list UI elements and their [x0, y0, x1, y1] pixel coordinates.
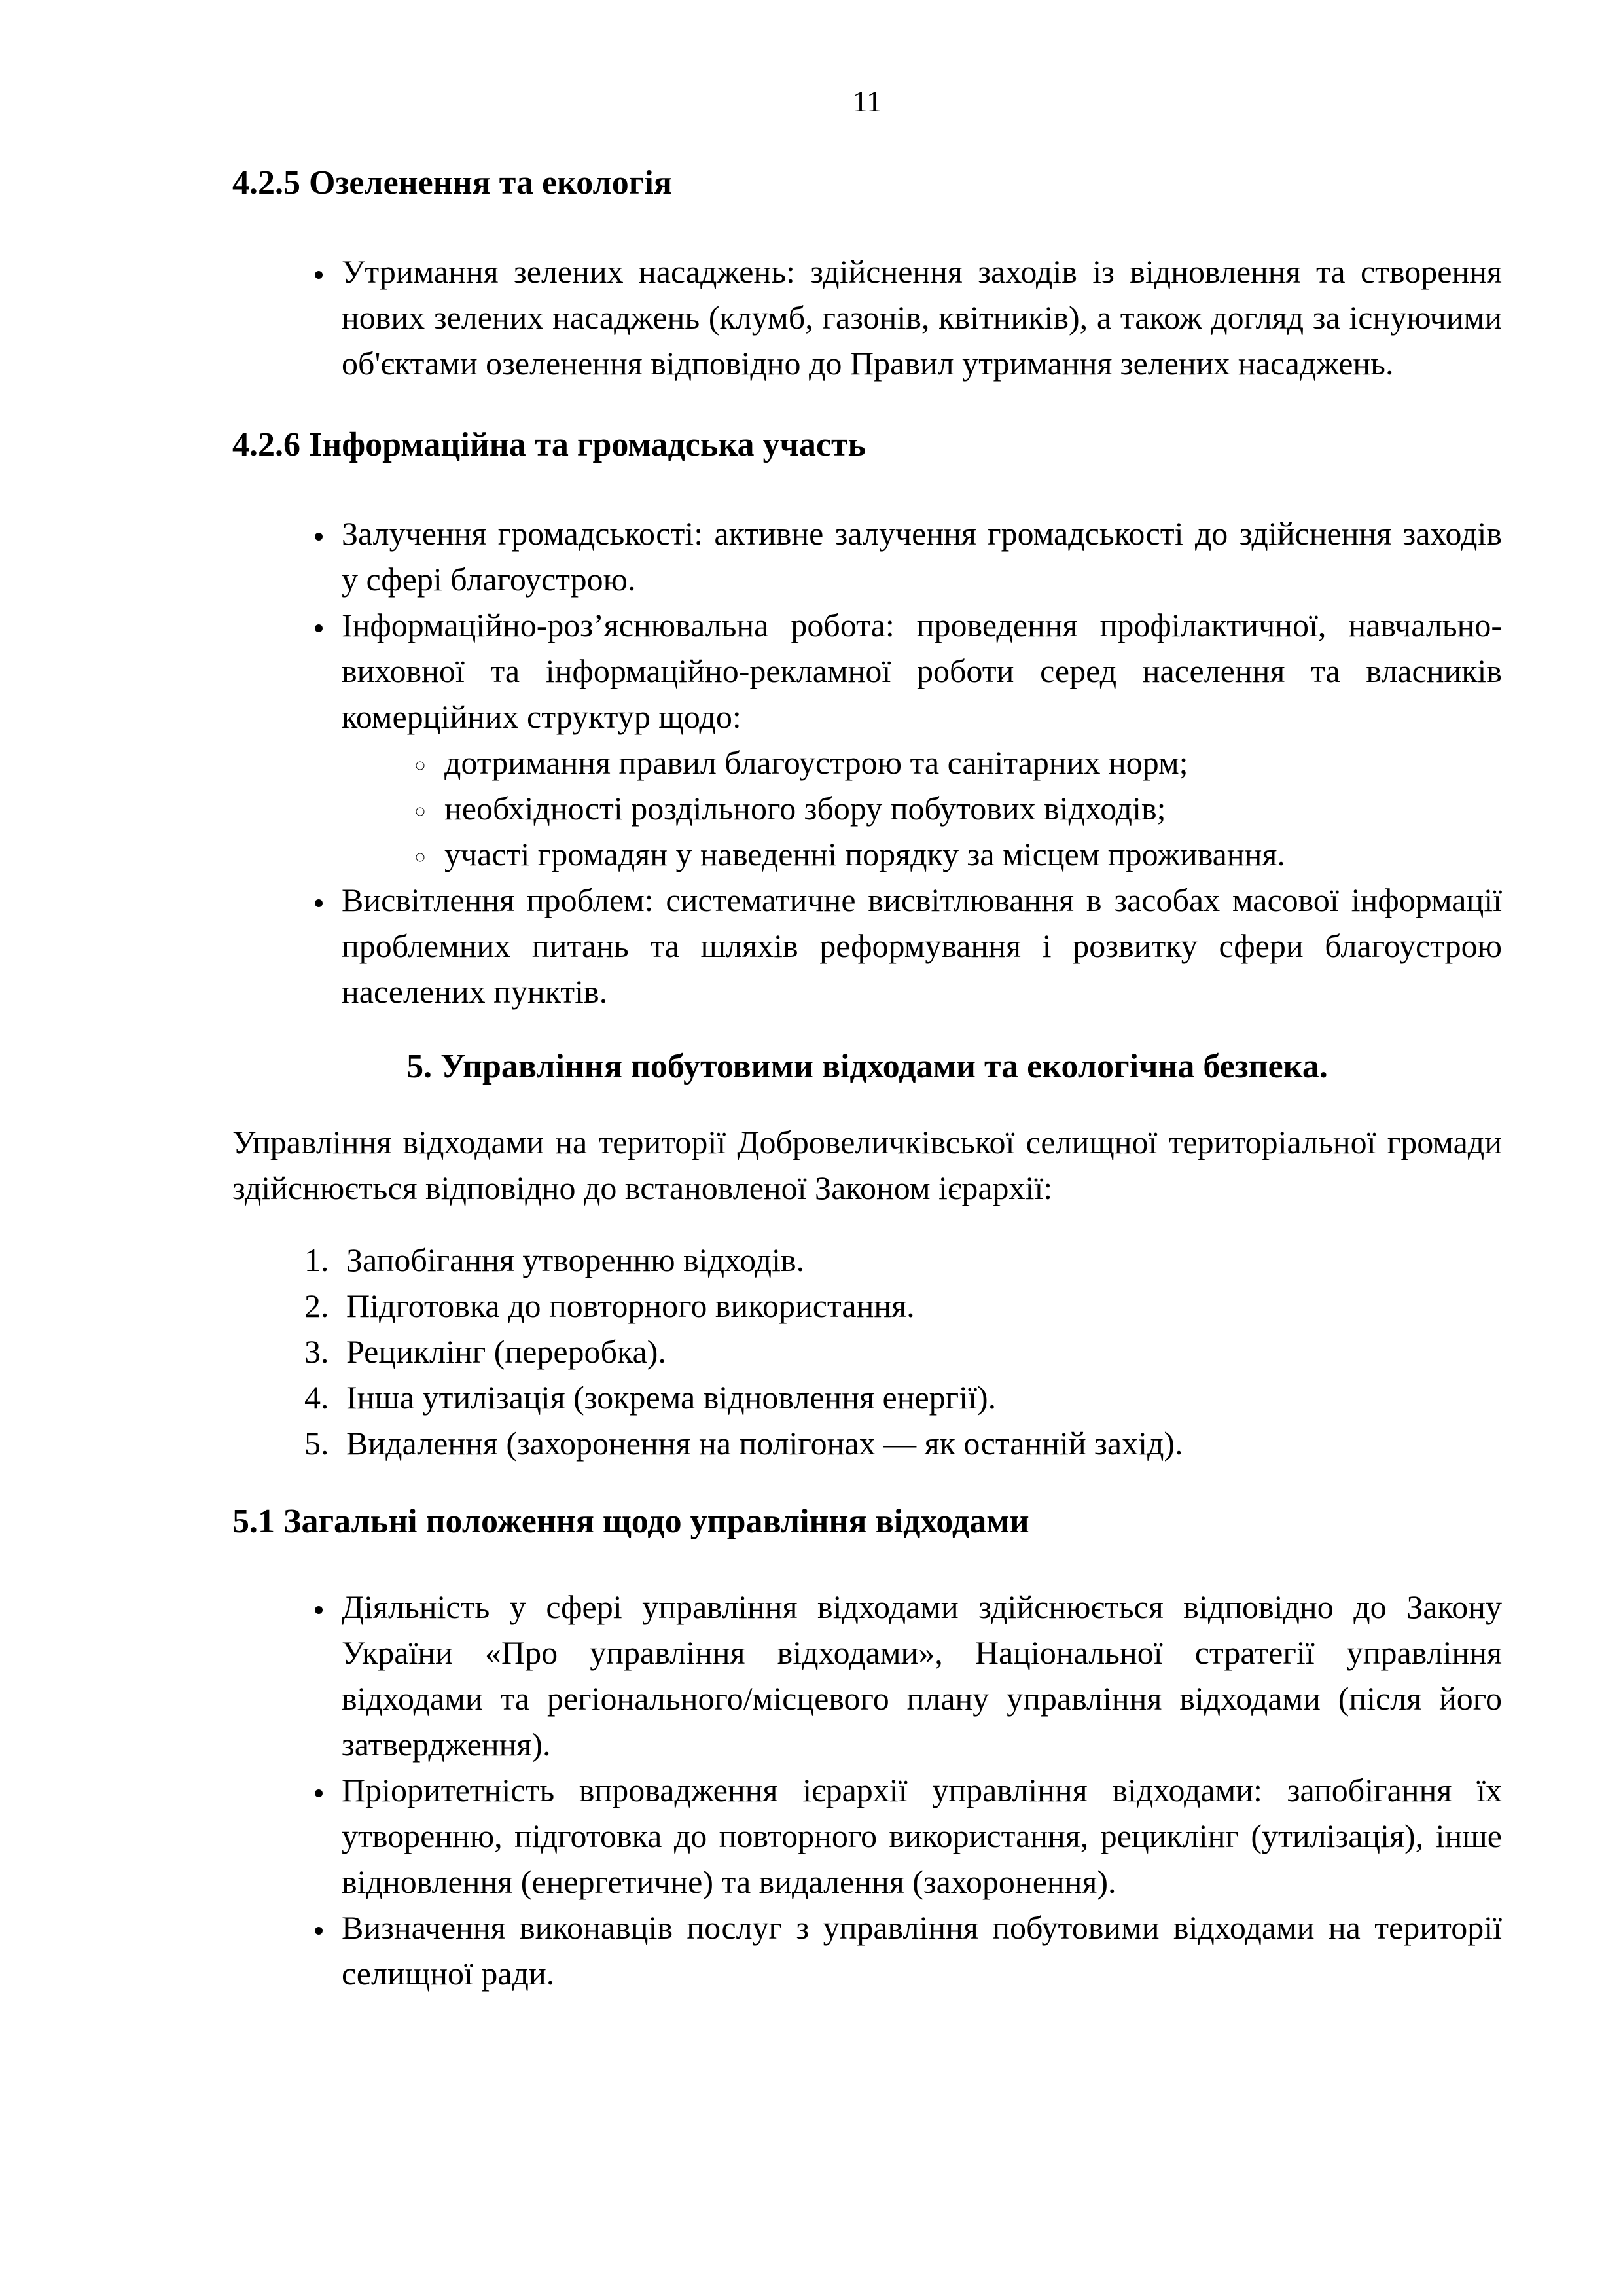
info-bullet-list	[232, 511, 1502, 1014]
waste-intro-paragraph: Управління відходами на території Добровеличківської селищної територіальної громади здійснюється відповідно до встановленої Законом ієрархії:	[232, 1124, 1502, 1206]
heading-info-participation: 4.2.6 Інформаційна та громадська участь	[232, 426, 866, 463]
numbered-item: 2. Підготовка до повторного використання.	[337, 1283, 1502, 1329]
general-bullet-list	[232, 1584, 1502, 1996]
sub-list-item: ◦ необхідності роздільного збору побутових відходів;	[437, 785, 1502, 831]
numbered-item: 3. Рециклінг (переробка).	[337, 1329, 1502, 1374]
sub-list-item: ◦ участі громадян у наведенні порядку за місцем проживання.	[437, 831, 1502, 877]
list-item-text: Інформаційно-роз’яснювальна робота: проведення профілактичної, навчально-виховної та інформаційно-рекламної роботи серед населення та власників комерційних структур щодо:	[342, 607, 1502, 735]
list-item: • Визначення виконавців послуг з управління побутовими відходами на території селищної ради.	[335, 1905, 1502, 1996]
list-item: • Утримання зелених насаджень: здійснення заходів із відновлення та створення нових зелених насаджень (клумб, газонів, квітників), а також догляд за існуючими об'єктами озеленення відповідно до Правил утримання зелених насаджень.	[335, 249, 1502, 386]
heading-general-provisions: 5.1 Загальні положення щодо управління відходами	[232, 1503, 1029, 1540]
greening-bullet-list	[232, 249, 1502, 386]
info-sub-bullet-list	[342, 740, 1502, 877]
numbered-item: 4. Інша утилізація (зокрема відновлення енергії).	[337, 1374, 1502, 1420]
waste-hierarchy-list	[232, 1237, 1502, 1466]
numbered-item: 5. Видалення (захоронення на полігонах — як останній захід).	[337, 1420, 1502, 1466]
heading-waste-management: 5. Управління побутовими відходами та екологічна безпека.	[406, 1048, 1328, 1085]
heading-greening: 4.2.5 Озеленення та екологія	[232, 164, 672, 202]
list-item: • Залучення громадськості: активне залучення громадськості до здійснення заходів у сфері благоустрою.	[335, 511, 1502, 602]
list-item: • Висвітлення проблем: систематичне висвітлювання в засобах масової інформації проблемних питань та шляхів реформування і розвитку сфери благоустрою населених пунктів.	[335, 877, 1502, 1014]
sub-list-item: ◦ дотримання правил благоустрою та санітарних норм;	[437, 740, 1502, 785]
numbered-item: 1. Запобігання утворенню відходів.	[337, 1237, 1502, 1283]
list-item	[335, 602, 1502, 877]
page-number: 11	[852, 84, 882, 118]
list-item: • Пріоритетність впровадження ієрархії управління відходами: запобігання їх утворенню, підготовка до повторного використання, рециклінг (утилізація), інше відновлення (енергетичне) та видалення (захоронення).	[335, 1767, 1502, 1905]
list-item: • Діяльність у сфері управління відходами здійснюється відповідно до Закону України «Про управління відходами», Національної стратегії управління відходами та регіонального/місцевого плану управління відходами (після його затвердження).	[335, 1584, 1502, 1767]
